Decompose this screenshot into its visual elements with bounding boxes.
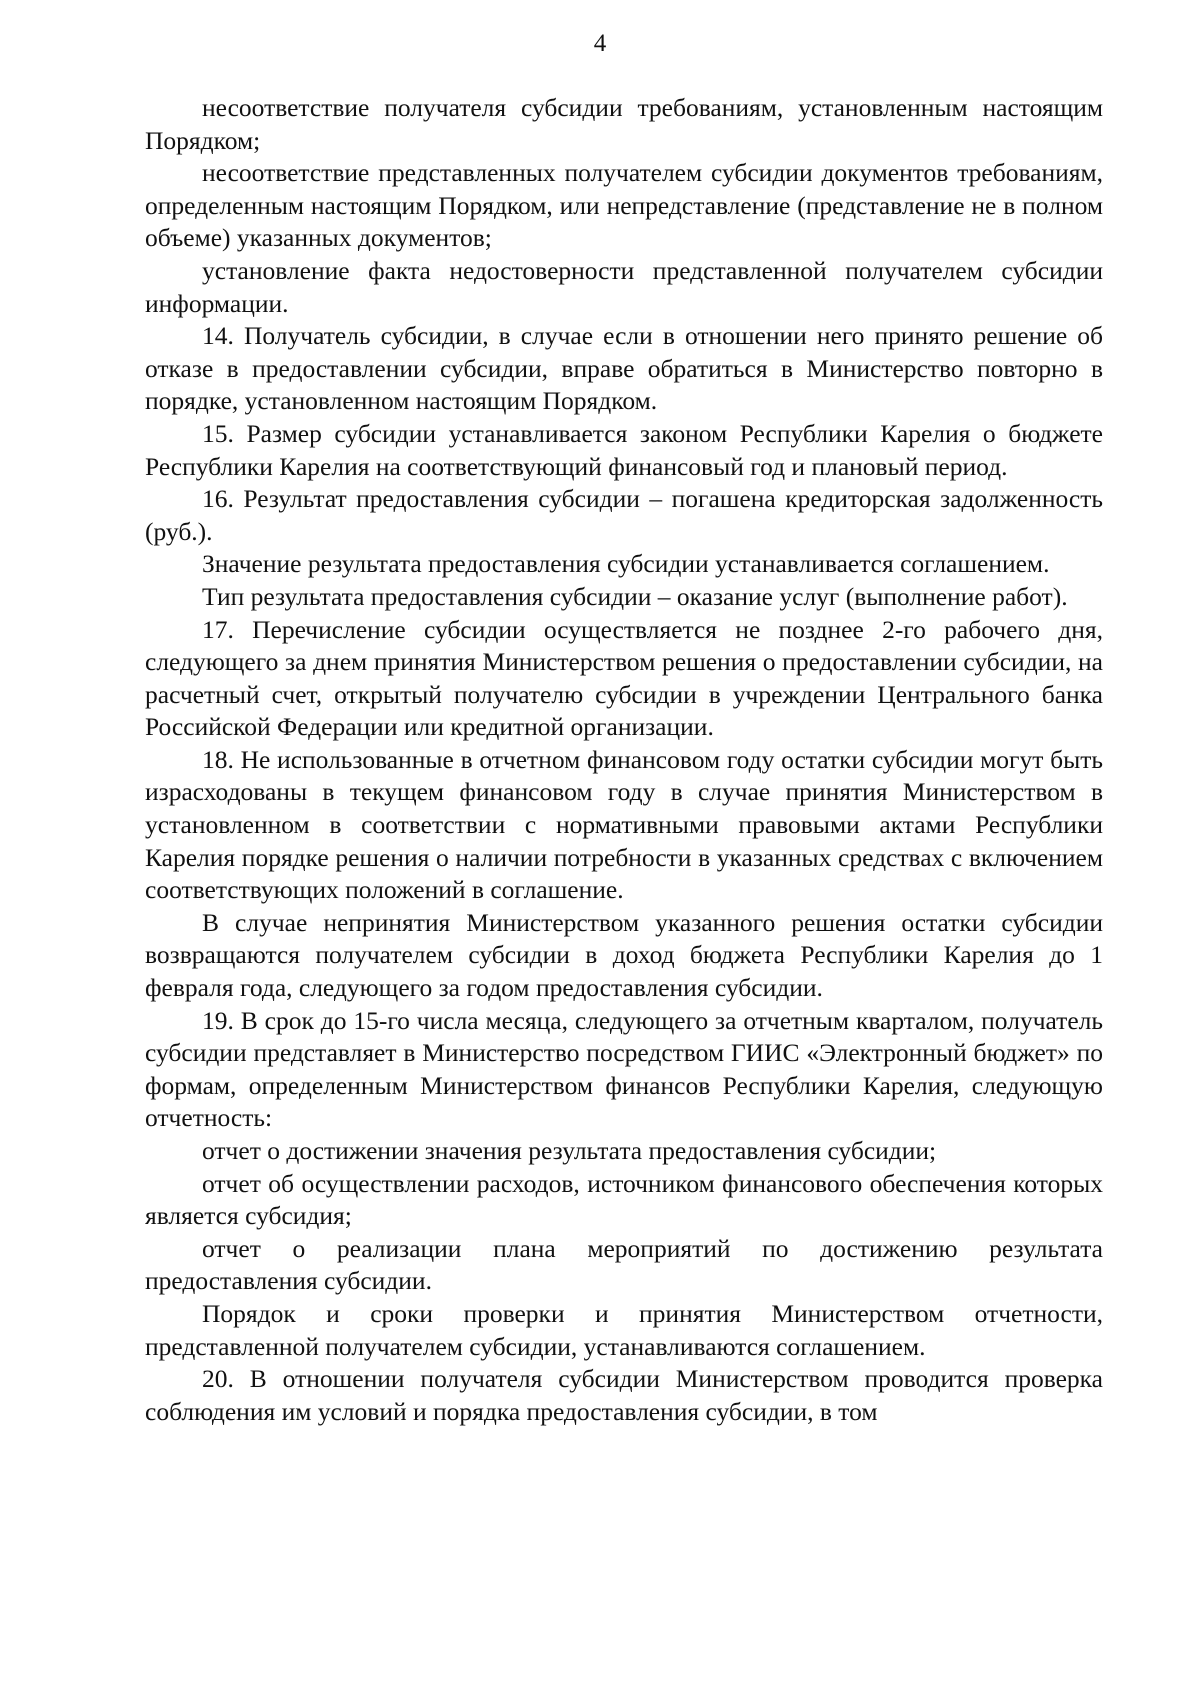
paragraph-17: 17. Перечисление субсидии осуществляется не позднее 2-го рабочего дня, следующего за днем принятия Министерством решения о предоставлении субсидии, на расчетный счет, открытый получателю субсидии в учреждении Центрального банка Российской Федерации или кредитной организации. — [145, 614, 1103, 742]
page-number: 4 — [593, 30, 607, 57]
paragraph-16: 16. Результат предоставления субсидии – погашена кредиторская задолженность (руб.). — [145, 484, 1103, 546]
document-body — [145, 92, 1103, 1428]
paragraph: В случае непринятия Министерством указанного решения остатки субсидии возвращаются получателем субсидии в доход бюджета Республики Карелия до 1 февраля года, следующего за годом предоставления субсидии. — [145, 907, 1103, 1003]
paragraph-14: 14. Получатель субсидии, в случае если в отношении него принято решение об отказе в предоставлении субсидии, вправе обратиться в Министерство повторно в порядке, установленном настоящим Порядком. — [145, 321, 1103, 416]
paragraph: несоответствие представленных получателем субсидии документов требованиям, определенным настоящим Порядком, или непредставление (представление не в полном объеме) указанных документов; — [145, 158, 1103, 253]
paragraph: отчет о достижении значения результата предоставления субсидии; — [202, 1136, 937, 1165]
paragraph: Значение результата предоставления субсидии устанавливается соглашением. — [202, 549, 1050, 579]
paragraph: Тип результата предоставления субсидии – оказание услуг (выполнение работ). — [202, 581, 1068, 611]
paragraph: установление факта недостоверности представленной получателем субсидии информации. — [145, 255, 1103, 318]
paragraph: отчет об осуществлении расходов, источником финансового обеспечения которых является субсидия; — [145, 1168, 1103, 1231]
paragraph-18: 18. Не использованные в отчетном финансовом году остатки субсидии могут быть израсходованы в текущем финансовом году в случае принятия Министерством в установленном в соответствии с нормативными правовыми актами Республики Карелия порядке решения о наличии потребности в указанных средствах с включением соответствующих положений в соглашение. — [145, 744, 1103, 905]
paragraph-15: 15. Размер субсидии устанавливается законом Республики Карелия о бюджете Республики Карелия на соответствующий финансовый год и плановый период. — [145, 418, 1103, 481]
paragraph: Порядок и сроки проверки и принятия Министерством отчетности, представленной получателем субсидии, устанавливаются соглашением. — [145, 1298, 1103, 1361]
paragraph: несоответствие получателя субсидии требованиям, установленным настоящим Порядком; — [145, 93, 1103, 155]
paragraph: отчет о реализации плана мероприятий по достижению результата предоставления субсидии. — [145, 1233, 1103, 1296]
paragraph-20: 20. В отношении получателя субсидии Министерством проводится проверка соблюдения им условий и порядка предоставления субсидии, в том — [145, 1364, 1103, 1426]
paragraph-19: 19. В срок до 15-го числа месяца, следующего за отчетным кварталом, получатель субсидии представляет в Министерство посредством ГИИС «Электронный бюджет» по формам, определенным Министерством финансов Республики Карелия, следующую отчетность: — [145, 1005, 1103, 1133]
